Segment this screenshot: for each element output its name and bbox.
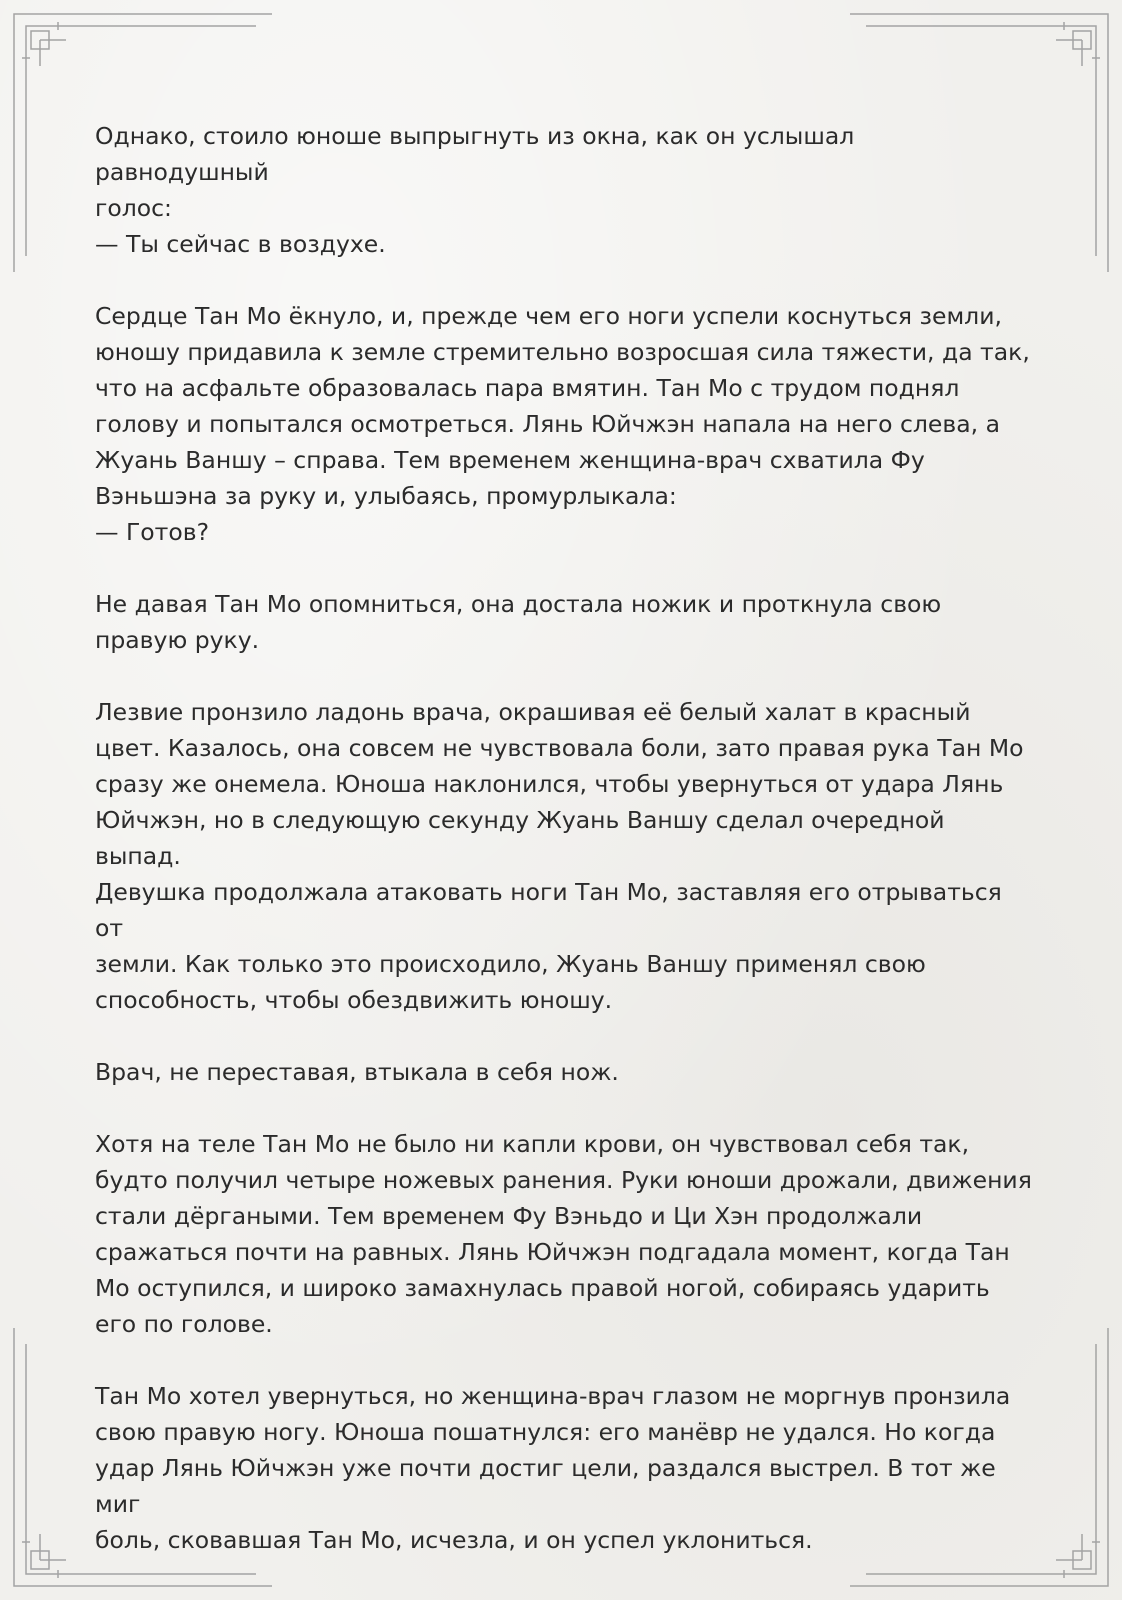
text-line: сражаться почти на равных. Лянь Юйчжэн подгадала момент, когда Тан: [95, 1238, 1010, 1266]
text-line: Лезвие пронзило ладонь врача, окрашивая её белый халат в красный: [95, 698, 971, 726]
text-line: земли. Как только это происходило, Жуань Ваншу применял свою: [95, 950, 926, 978]
text-line: — Ты сейчас в воздухе.: [95, 230, 386, 258]
text-line: Не давая Тан Мо опомниться, она достала ножик и проткнула свою: [95, 590, 942, 618]
paragraph: [95, 586, 1035, 658]
text-line: Однако, стоило юноше выпрыгнуть из окна, как он услышал равнодушный: [95, 122, 855, 186]
text-line: правую руку.: [95, 626, 260, 654]
paragraph: [95, 694, 1035, 1018]
text-line: Хотя на теле Тан Мо не было ни капли крови, он чувствовал себя так,: [95, 1130, 970, 1158]
text-line: сразу же онемела. Юноша наклонился, чтобы увернуться от удара Лянь: [95, 770, 1004, 798]
paragraph: [95, 298, 1035, 550]
text-line: способность, чтобы обездвижить юношу.: [95, 986, 613, 1014]
text-line: его по голове.: [95, 1310, 273, 1338]
text-line: голос:: [95, 194, 172, 222]
text-line: боль, сковавшая Тан Мо, исчезла, и он успел уклониться.: [95, 1526, 813, 1554]
document-body: [95, 118, 1035, 1594]
text-line: юношу придавила к земле стремительно возросшая сила тяжести, да так,: [95, 338, 1030, 366]
text-line: Сердце Тан Мо ёкнуло, и, прежде чем его ноги успели коснуться земли,: [95, 302, 1002, 330]
text-line: что на асфальте образовалась пара вмятин. Тан Мо с трудом поднял: [95, 374, 960, 402]
text-line: Девушка продолжала атаковать ноги Тан Мо, заставляя его отрываться от: [95, 878, 1002, 942]
text-line: — Готов?: [95, 518, 210, 546]
text-line: голову и попытался осмотреться. Лянь Юйчжэн напала на него слева, а: [95, 410, 1000, 438]
text-line: стали дёргаными. Тем временем Фу Вэньдо и Ци Хэн продолжали: [95, 1202, 923, 1230]
text-line: Жуань Ваншу – справа. Тем временем женщина-врач схватила Фу: [95, 446, 925, 474]
text-line: свою правую ногу. Юноша пошатнулся: его манёвр не удался. Но когда: [95, 1418, 996, 1446]
text-line: цвет. Казалось, она совсем не чувствовала боли, зато правая рука Тан Мо: [95, 734, 1024, 762]
paragraph: [95, 118, 1035, 262]
text-line: Вэньшэна за руку и, улыбаясь, промурлыкала:: [95, 482, 677, 510]
text-line: Врач, не переставая, втыкала в себя нож.: [95, 1058, 619, 1086]
paragraph: [95, 1126, 1035, 1342]
text-line: Юйчжэн, но в следующую секунду Жуань Ваншу сделал очередной выпад.: [95, 806, 945, 870]
paragraph: [95, 1054, 1035, 1090]
text-line: удар Лянь Юйчжэн уже почти достиг цели, раздался выстрел. В тот же миг: [95, 1454, 996, 1518]
text-line: Тан Мо хотел увернуться, но женщина-врач глазом не моргнув пронзила: [95, 1382, 1011, 1410]
text-line: будто получил четыре ножевых ранения. Руки юноши дрожали, движения: [95, 1166, 1032, 1194]
text-line: Мо оступился, и широко замахнулась правой ногой, собираясь ударить: [95, 1274, 990, 1302]
paragraph: [95, 1378, 1035, 1558]
